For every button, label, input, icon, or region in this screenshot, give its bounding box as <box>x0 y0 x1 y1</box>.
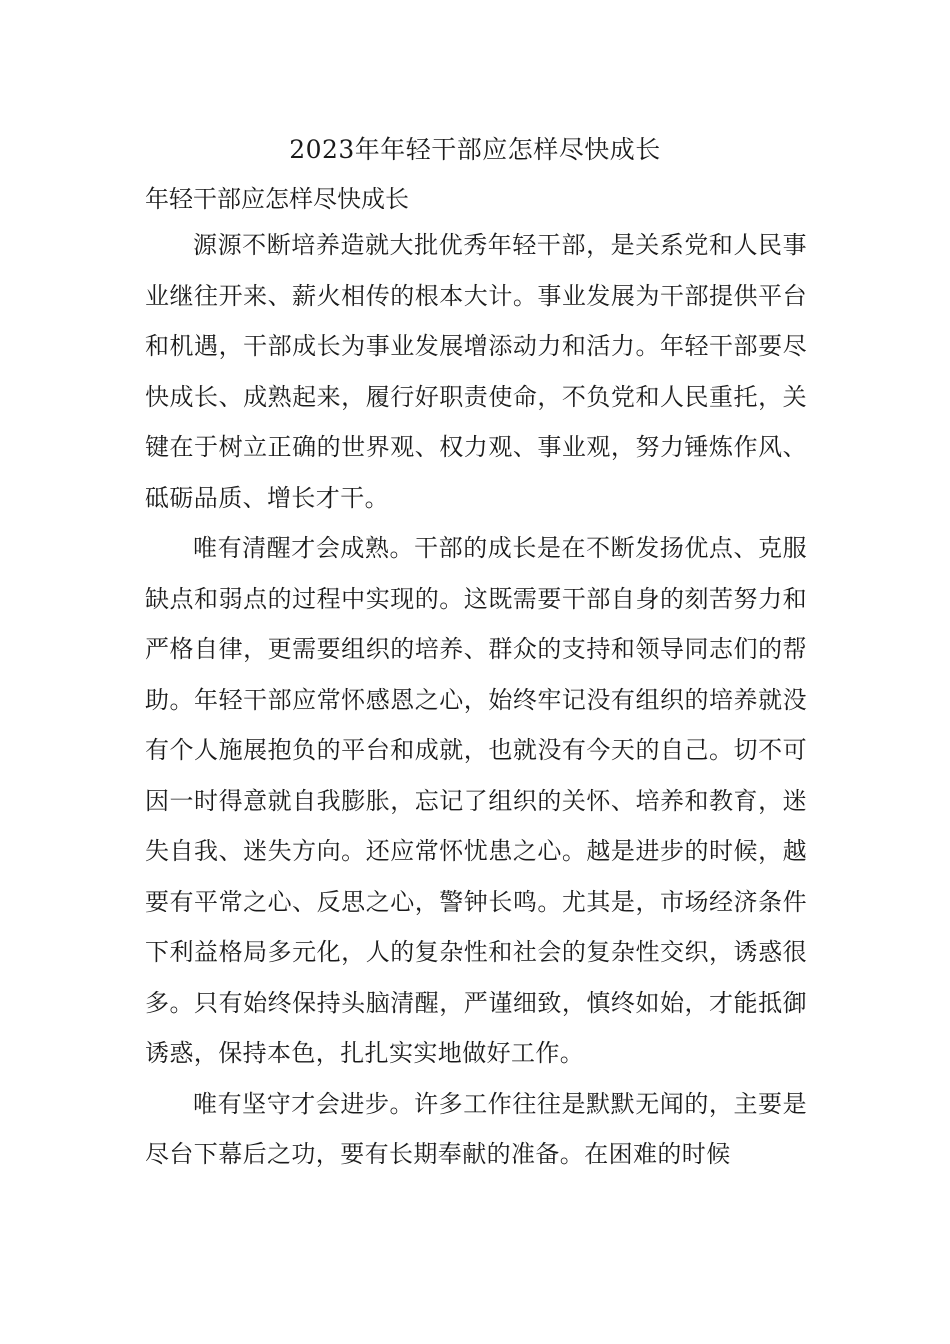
paragraph-intro: 源源不断培养造就大批优秀年轻干部，是关系党和人民事业继往开来、薪火相传的根本大计。事业发展为干部提供平台和机遇，干部成长为事业发展增添动力和活力。年轻干部要尽快成长、成熟起来，履行好职责使命，不负党和人民重托，关键在于树立正确的世界观、权力观、事业观，努力锤炼作风、砥砺品质、增长才干。 <box>145 231 807 512</box>
document-body <box>145 180 807 1180</box>
document-title: 2023年年轻干部应怎样尽快成长 <box>289 135 661 164</box>
paragraph-persistence: 唯有坚守才会进步。许多工作往往是默默无闻的，主要是尽台下幕后之功，要有长期奉献的准备。在困难的时候 <box>145 1089 807 1168</box>
document-subtitle: 年轻干部应怎样尽快成长 <box>145 185 409 213</box>
paragraph-sober: 唯有清醒才会成熟。干部的成长是在不断发扬优点、克服缺点和弱点的过程中实现的。这既需要干部自身的刻苦努力和严格自律，更需要组织的培养、群众的支持和领导同志们的帮助。年轻干部应常怀感恩之心，始终牢记没有组织的培养就没有个人施展抱负的平台和成就，也就没有今天的自己。切不可因一时得意就自我膨胀，忘记了组织的关怀、培养和教育，迷失自我、迷失方向。还应常怀忧患之心。越是进步的时候，越要有平常之心、反思之心，警钟长鸣。尤其是，市场经济条件下利益格局多元化，人的复杂性和社会的复杂性交织，诱惑很多。只有始终保持头脑清醒，严谨细致，慎终如始，才能抵御诱惑，保持本色，扎扎实实地做好工作。 <box>145 534 807 1067</box>
